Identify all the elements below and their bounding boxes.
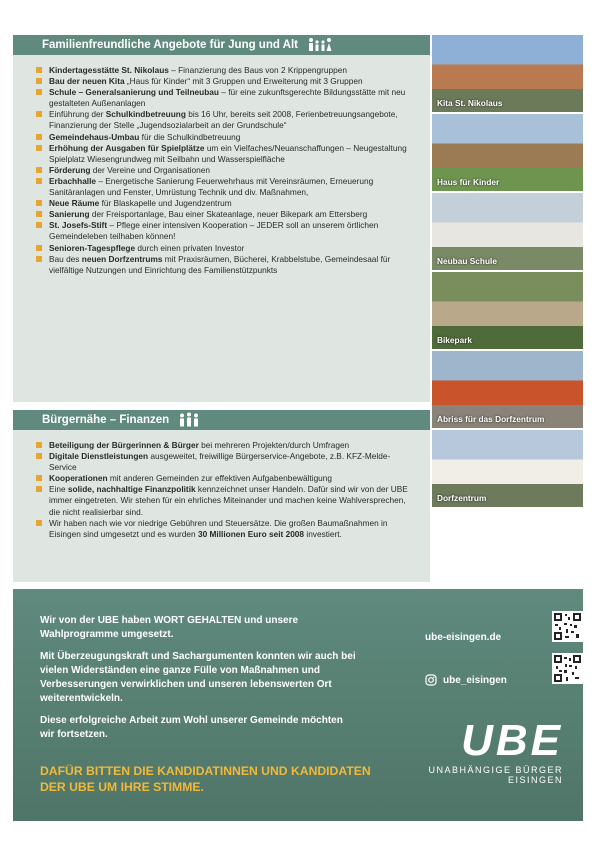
item-text: – Pflege einer intensiven Kooperation – JEDER soll an unserem örtlichen Gemeindeleben teilhaben können! xyxy=(49,220,379,242)
list-item xyxy=(36,451,408,473)
instagram-qr-code[interactable] xyxy=(552,653,583,684)
list-item xyxy=(36,87,408,109)
footer-para-3: Diese erfolgreiche Arbeit zum Wohl unserer Gemeinde möchten wir fortsetzen. xyxy=(40,715,343,740)
photo-caption: Haus für Kinder xyxy=(437,177,500,187)
item-highlight: Digitale Dienstleistungen xyxy=(49,451,149,462)
item-text: kennzeichnet unser Handeln. Dafür sind wir von der UBE immer eingetreten. Wir stehen für ein ehrliches Miteinander und machen keine Wahlversprechen, die nicht realisierbar sind. xyxy=(49,484,408,517)
vote-call: DAFÜR BITTEN DIE KANDIDATINNEN UND KANDIDATEN DER UBE UM IHRE STIMME. xyxy=(40,764,371,794)
family-offers-header xyxy=(13,35,430,55)
list-item xyxy=(36,484,408,517)
item-highlight: 30 Millionen Euro seit 2008 xyxy=(197,528,305,539)
citizen-finance-panel xyxy=(13,410,430,582)
item-highlight: Kindertagesstätte St. Nikolaus xyxy=(49,65,169,75)
item-highlight: Kooperationen xyxy=(49,473,108,484)
item-highlight: Sanierung xyxy=(49,209,90,220)
item-highlight: Senioren-Tagespflege xyxy=(49,242,136,253)
item-text: investiert. xyxy=(304,528,342,539)
item-highlight: Gemeindehaus-Umbau xyxy=(49,131,140,142)
family-offers-panel xyxy=(13,35,430,402)
photo-tile xyxy=(432,114,583,191)
citizen-finance-header xyxy=(13,410,430,430)
item-text: Einführung der xyxy=(49,109,106,120)
item-text: durch einen privaten Investor xyxy=(135,242,245,253)
ube-logo-subtitle-2: EISINGEN xyxy=(507,775,563,785)
list-item xyxy=(36,220,408,242)
item-text: mit Praxisräumen, Bücherei, Krabbelstube, Gemeindesaal für vielfältige Nutzungen und Einrichtung des Familienstützpunkts xyxy=(49,253,391,275)
item-highlight: Förderung xyxy=(49,164,91,175)
item-text: Wir haben nach wie vor niedrige Gebühren und Steuersätze. Die großen Baumaßnahmen in Eisingen sind umgesetzt und es wurden xyxy=(49,517,388,539)
ube-logo-wordmark: UBE xyxy=(461,716,563,765)
instagram-link[interactable] xyxy=(425,674,507,686)
photo-caption: Neubau Schule xyxy=(437,256,497,266)
list-item xyxy=(36,440,408,451)
photo-caption: Bikepark xyxy=(437,335,473,345)
list-item xyxy=(36,65,408,76)
item-text: „Haus für Kinder“ mit 3 Gruppen und Erweiterung mit 3 Gruppen xyxy=(124,76,363,87)
item-text: Eine xyxy=(49,484,68,495)
citizen-finance-title: Bürgernähe – Finanzen xyxy=(42,414,170,426)
item-text: der Vereine und Organisationen xyxy=(90,164,210,175)
item-highlight: neuen Dorfzentrums xyxy=(81,253,163,264)
item-highlight: Beteiligung der Bürgerinnen & Bürger xyxy=(49,440,199,450)
photo-tile xyxy=(432,35,583,112)
list-item xyxy=(36,176,408,198)
item-text: mit anderen Gemeinden zur effektiven Aufgabenbewältigung xyxy=(107,473,333,484)
qr-code-icon xyxy=(552,611,583,642)
ube-logo xyxy=(423,716,563,785)
item-highlight: Erbachhalle xyxy=(49,175,97,186)
website-link[interactable]: ube-eisingen.de xyxy=(425,632,502,643)
list-item xyxy=(36,243,408,254)
photo-column xyxy=(432,35,583,509)
photo-tile xyxy=(432,430,583,507)
item-text: für Blaskapelle und Jugendzentrum xyxy=(99,198,232,209)
list-item xyxy=(36,143,408,165)
item-text: – Energetische Sanierung Feuerwehrhaus mit Vereinsräumen, Erneuerung Sanitäranlagen und Fenster, Umrüstung Technik und div. Maßnahmen, xyxy=(49,175,374,198)
item-highlight: solide, nachhaltige Finanzpolitik xyxy=(67,484,196,495)
list-item xyxy=(36,109,408,131)
photo-caption: Abriss für das Dorfzentrum xyxy=(437,414,545,424)
item-text: für die Schulkindbetreuung xyxy=(139,131,241,142)
item-highlight: Schulkindbetreuung xyxy=(105,109,186,120)
item-text: Bau des xyxy=(49,253,82,264)
item-text: bis 16 Uhr, bereits seit 2008, Ferienbetreuungsangebote, Finanzierung der Stelle „Jugendsozialarbeit an der Grundschule“ xyxy=(49,109,398,131)
footer-banner xyxy=(13,589,583,821)
family-icon xyxy=(306,37,334,53)
item-text: ausgeweitet, freiwillige Bürgerservice-Angebote, z.B. KFZ-Melde-Service xyxy=(49,451,391,473)
item-highlight: Schule – Generalsanierung und Teilneubau xyxy=(49,87,219,98)
item-highlight: Neue Räume xyxy=(49,198,100,209)
footer-text xyxy=(40,614,360,750)
item-text: um ein Vielfaches/Neuanschaffungen – Neugestaltung Spielplatz Wiesengrundweg mit Seilbahn und Wasserspielfläche xyxy=(49,142,407,164)
list-item xyxy=(36,132,408,143)
ube-logo-subtitle-1: UNABHÄNGIGE BÜRGER xyxy=(428,765,563,775)
website-qr-code[interactable] xyxy=(552,611,583,642)
item-text: der Freisportanlage, Bau einer Skateanlage, neuer Bikepark am Ettersberg xyxy=(89,209,368,220)
footer-para-1: Wir von der UBE haben WORT GEHALTEN und unsere Wahlprogramme umgesetzt. xyxy=(40,615,299,640)
item-highlight: St. Josefs-Stift xyxy=(49,220,108,231)
instagram-icon xyxy=(425,674,437,686)
photo-tile xyxy=(432,193,583,270)
qr-code-icon xyxy=(552,653,583,684)
item-text: – für eine zukunftsgerechte Bildungsstätte mit neu gestalteten Außenanlagen xyxy=(49,87,406,109)
family-offers-list xyxy=(13,55,430,276)
item-highlight: Erhöhung der Ausgaben für Spielplätze xyxy=(49,142,205,153)
photo-tile xyxy=(432,272,583,349)
photo-tile xyxy=(432,351,583,428)
photo-caption: Kita St. Nikolaus xyxy=(437,98,503,108)
item-text: – Finanzierung des Baus von 2 Krippengruppen xyxy=(168,65,347,75)
list-item xyxy=(36,254,408,276)
citizen-finance-list xyxy=(13,430,430,540)
item-text: bei mehreren Projekten/durch Umfragen xyxy=(198,440,350,450)
list-item xyxy=(36,76,408,87)
list-item xyxy=(36,209,408,220)
item-highlight: Bau der neuen Kita xyxy=(49,76,125,87)
list-item xyxy=(36,165,408,176)
instagram-handle: ube_eisingen xyxy=(443,674,507,686)
list-item xyxy=(36,198,408,209)
footer-para-2: Mit Überzeugungskraft und Sachargumenten konnten wir auch bei vielen Widerständen eine ganze Fülle von Maßnahmen und Verbesserungen verwirklichen und unseren lebenswerten Ort weiterentwickeln. xyxy=(40,651,356,704)
people-icon xyxy=(177,412,201,428)
list-item xyxy=(36,518,408,540)
family-offers-title: Familienfreundliche Angebote für Jung und Alt xyxy=(42,39,298,51)
photo-caption: Dorfzentrum xyxy=(437,493,487,503)
list-item xyxy=(36,473,408,484)
